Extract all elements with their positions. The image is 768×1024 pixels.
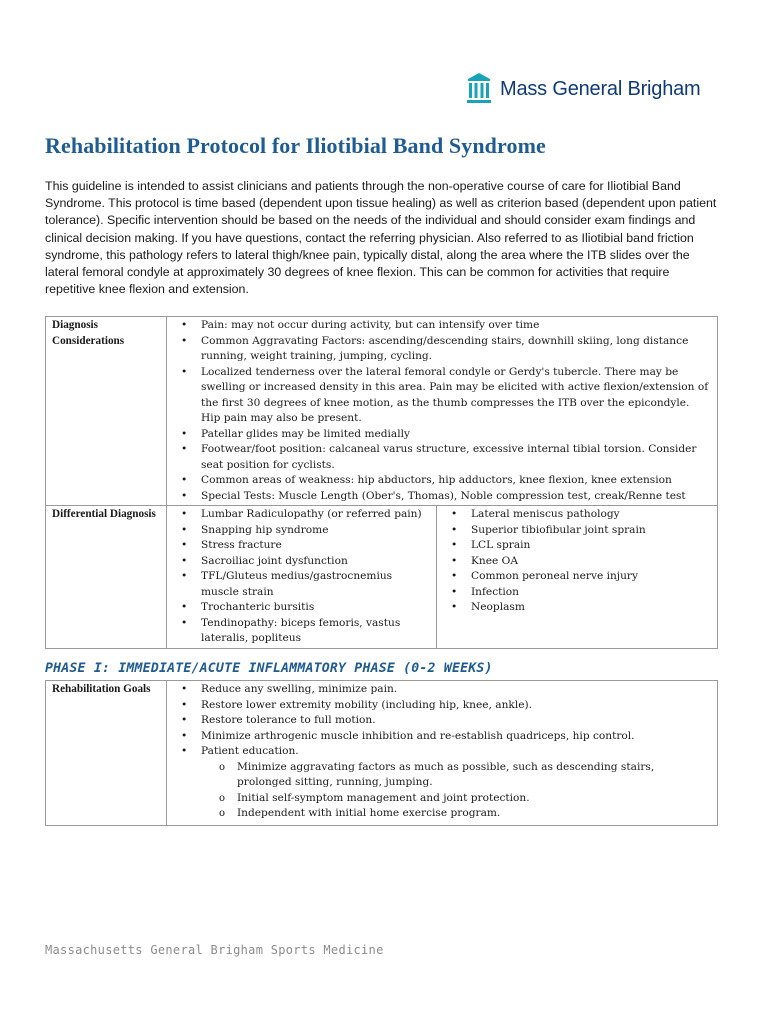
list-item: • Tendinopathy: biceps femoris, vastus lateralis, popliteus [195,616,430,647]
goals-header: Rehabilitation Goals [46,681,167,826]
logo-text: Mass General Brigham [500,77,701,100]
list-item: • Knee OA [465,554,711,570]
differential-header: Differential Diagnosis [46,506,167,649]
table-row [46,506,718,649]
sub-goals-list [201,760,711,822]
intro-paragraph: This guideline is intended to assist clinicians and patients through the non-operative course of care for Iliotibial Band Syndrome. This protocol is time based (dependent upon tissue healing) as well as criterion based (dependent upon patient tolerance). Specific intervention should be based on the needs of the individual and should consider exam findings and clinical decision making. If you have questions, contact the referring physician. Also referred to as Iliotibial band friction syndrome, this pathology refers to lateral thigh/knee pain, typically distal, along the area where the ITB slides over the lateral femoral condyle at approximately 30 degrees of knee flexion. This can be common for activities that require repetitive knee flexion and extension. [45,179,717,297]
list-item: • TFL/Gluteus medius/gastrocnemius muscle strain [195,569,430,600]
list-item: • Infection [465,585,711,601]
list-item: • Lumbar Radiculopathy (or referred pain) [195,507,430,523]
list-item: • Trochanteric bursitis [195,600,430,616]
list-item: • Sacroiliac joint dysfunction [195,554,430,570]
list-item: • Common areas of weakness: hip abductors, hip adductors, knee flexion, knee extension [195,473,711,489]
list-item: • Reduce any swelling, minimize pain. [195,682,711,698]
list-item-text: Patient education. [201,745,299,757]
list-item: • Snapping hip syndrome [195,523,430,539]
differential-left-cell [167,506,437,649]
list-item: • Restore tolerance to full motion. [195,713,711,729]
list-item: • Neoplasm [465,600,711,616]
differential-right-list [443,507,711,616]
diagnosis-cell [167,317,718,506]
list-item: • Superior tibiofibular joint sprain [465,523,711,539]
goals-list [173,682,711,822]
phase1-table [45,680,718,826]
sub-list-item: o Independent with initial home exercise program. [231,806,711,822]
sub-list-item: o Minimize aggravating factors as much as possible, such as descending stairs, prolonged sitting, running, jumping. [231,760,711,791]
diagnosis-header: Diagnosis Considerations [46,317,167,506]
phase-heading: PHASE I: IMMEDIATE/ACUTE INFLAMMATORY PHASE (0-2 WEEKS) [45,661,493,676]
list-item: • Common Aggravating Factors: ascending/descending stairs, downhill skiing, long distance running, weight training, jumping, cycling. [195,334,711,365]
list-item: • Footwear/foot position: calcaneal varus structure, excessive internal tibial torsion. Consider seat position for cyclists. [195,442,711,473]
differential-right-cell [437,506,718,649]
sub-list-item: o Initial self-symptom management and joint protection. [231,791,711,807]
table-row [46,317,718,506]
list-item: • Restore lower extremity mobility (including hip, knee, ankle). [195,698,711,714]
list-item: • Localized tenderness over the lateral femoral condyle or Gerdy's tubercle. There may be swelling or increased density in this area. Pain may be elicited with active flexion/extension of the first 30 degrees of knee motion, as the thumb compresses the ITB over the epicondyle. Hip pain may also be present. [195,365,711,427]
list-item: • Special Tests: Muscle Length (Ober's, Thomas), Noble compression test, creak/Renne test [195,489,711,505]
list-item: • LCL sprain [465,538,711,554]
list-item: • Pain: may not occur during activity, but can intensify over time [195,318,711,334]
list-item: • Common peroneal nerve injury [465,569,711,585]
building-columns-icon [466,72,492,106]
differential-left-list [173,507,430,647]
brand-logo [466,72,701,106]
list-item: • Lateral meniscus pathology [465,507,711,523]
page-footer: Massachusetts General Brigham Sports Medicine [45,943,384,957]
diagnosis-list [173,318,711,504]
page-title: Rehabilitation Protocol for Iliotibial Band Syndrome [45,133,546,158]
list-item: • Minimize arthrogenic muscle inhibition and re-establish quadriceps, hip control. [195,729,711,745]
table-row [46,681,718,826]
list-item [195,744,711,822]
goals-cell [167,681,718,826]
list-item: • Patellar glides may be limited medially [195,427,711,443]
diagnosis-table [45,316,718,649]
list-item: • Stress fracture [195,538,430,554]
